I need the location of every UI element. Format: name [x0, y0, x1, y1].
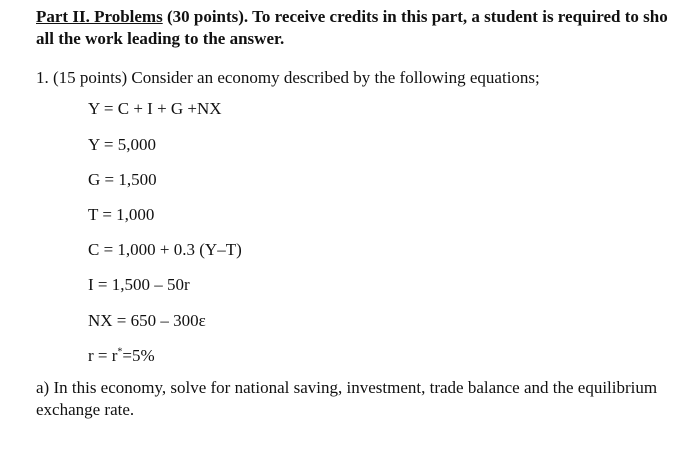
interest-rate-value: =5%: [122, 346, 155, 365]
interest-rate-prefix: r = r: [88, 346, 118, 365]
question-intro: 1. (15 points) Consider an economy described by the following equations;: [36, 68, 540, 87]
equation-government: G = 1,500: [88, 170, 157, 189]
equation-investment: I = 1,500 – 50r: [88, 275, 190, 294]
heading-instructions-line2: all the work leading to the answer.: [36, 29, 285, 48]
equation-output: Y = 5,000: [88, 135, 156, 154]
equation-net-exports: NX = 650 – 300ε: [88, 311, 206, 330]
equation-interest-rate: [88, 345, 155, 367]
heading-instructions: (30 points). To receive credits in this part, a student is required to sho: [162, 7, 668, 26]
problem-heading: [36, 6, 700, 28]
equation-taxes: T = 1,000: [88, 205, 155, 224]
equation-identity: Y = C + I + G +NX: [88, 99, 222, 118]
world-rate-star: *: [117, 346, 123, 358]
part-a-question: a) In this economy, solve for national saving, investment, trade balance and the equilibrium exchange rate.: [36, 378, 658, 419]
heading-title: Part II. Problems: [36, 7, 163, 26]
equation-consumption: C = 1,000 + 0.3 (Y–T): [88, 240, 242, 259]
